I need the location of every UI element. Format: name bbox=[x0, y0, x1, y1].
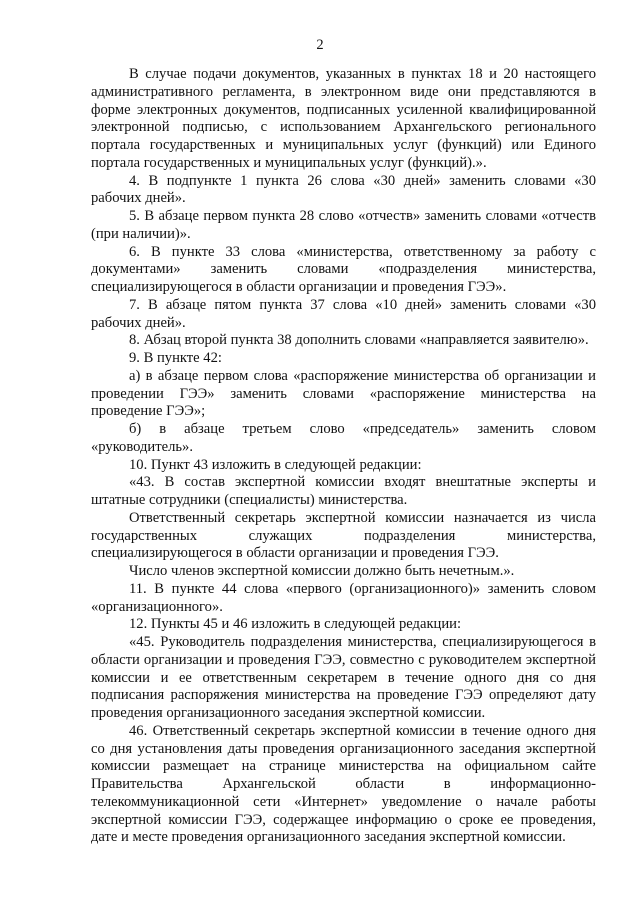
paragraph: В случае подачи документов, указанных в пунктах 18 и 20 настоящего административного регламента, в электронном виде они представляются в форме электронных документов, подписанных усиленной квалифицированной электронной подписью, с использованием Архангельского регионального портала государственных и муниципальных услуг (функций) или Единого портала государственных и муниципальных услуг (функций).». bbox=[91, 66, 596, 171]
paragraph: 11. В пункте 44 слова «первого (организационного)» заменить словом «организационного». bbox=[91, 580, 596, 615]
paragraph: 12. Пункты 45 и 46 изложить в следующей редакции: bbox=[129, 616, 462, 633]
page-number: 2 bbox=[316, 37, 324, 53]
paragraph: Ответственный секретарь экспертной комиссии назначается из числа государственных служащих подразделения министерства, специализирующегося в области организации и проведения ГЭЭ. bbox=[91, 509, 596, 562]
paragraph: 4. В подпункте 1 пункта 26 слова «30 дней» заменить словами «30 рабочих дней». bbox=[91, 172, 596, 207]
paragraph: «43. В состав экспертной комиссии входят внештатные эксперты и штатные сотрудники (специалисты) министерства. bbox=[91, 474, 596, 508]
paragraph: 5. В абзаце первом пункта 28 слово «отчеств» заменить словами «отчеств (при наличии)». bbox=[91, 208, 596, 242]
paragraph: Число членов экспертной комиссии должно быть нечетным.». bbox=[129, 563, 515, 579]
paragraph: 10. Пункт 43 изложить в следующей редакции: bbox=[129, 456, 422, 473]
paragraph: 46. Ответственный секретарь экспертной комиссии в течение одного дня со дня установления даты проведения организационного заседания экспертной комиссии размещает на странице министерства на официальном сайте Правительства Архангельской области в информационно-телекоммуникационной сети «Интернет» уведомление о начале работы экспертной комиссии ГЭЭ, содержащее информацию о сроке ее проведения, дате и месте проведения организационного заседания экспертной комиссии. bbox=[91, 722, 596, 846]
paragraph: 7. В абзаце пятом пункта 37 слова «10 дней» заменить словами «30 рабочих дней». bbox=[91, 296, 596, 331]
paragraph: а) в абзаце первом слова «распоряжение министерства об организации и проведении ГЭЭ» заменить словами «распоряжение министерства на проведение ГЭЭ»; bbox=[91, 367, 596, 420]
paragraph: 6. В пункте 33 слова «министерства, ответственному за работу с документами» заменить словами «подразделения министерства, специализирующегося в области организации и проведения ГЭЭ». bbox=[91, 243, 596, 295]
document-body bbox=[91, 66, 596, 847]
paragraph: 9. В пункте 42: bbox=[129, 350, 222, 366]
paragraph: 8. Абзац второй пункта 38 дополнить словами «направляется заявителю». bbox=[129, 332, 589, 349]
paragraph: б) в абзаце третьем слово «председатель» заменить словом «руководитель». bbox=[91, 421, 596, 455]
paragraph: «45. Руководитель подразделения министерства, специализирующегося в области организации и проведения ГЭЭ, совместно с руководителем экспертной комиссии и ее ответственным секретарем в течение одного дня со дня подписания распоряжения министерства на проведение ГЭЭ определяют дату проведения организационного заседания экспертной комиссии. bbox=[91, 634, 596, 721]
